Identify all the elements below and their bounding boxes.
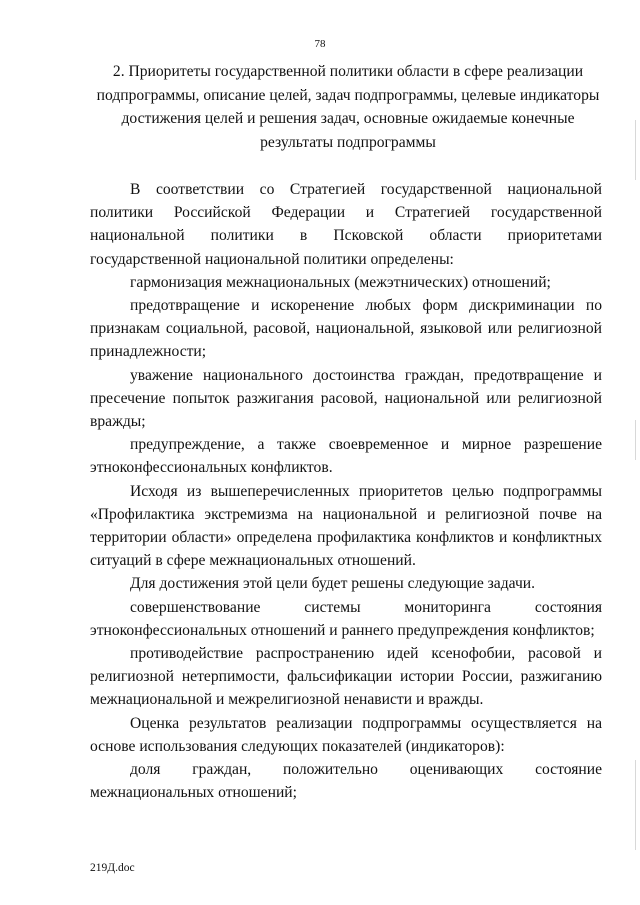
paragraph-goal: Исходя из вышеперечисленных приоритетов целью подпрограммы «Профилактика экстремизма на национальной и религиозной почве на территории области» определена профилактика конфликтов и конфликтных ситуаций в сфере межнациональных отношений. [90, 482, 602, 570]
paragraph-strategy-intro: В соответствии со Стратегией государственной национальной политики Российской Федерации и Стратегией государственной национальной политики в Псковской области приоритетами государственной национальной политики определены: [90, 181, 602, 268]
paragraph-indicator-share: доля граждан, положительно оценивающих состояние межнациональных отношений; [90, 761, 602, 802]
document-body [90, 178, 602, 804]
section-heading: 2. Приоритеты государственной политики области в сфере реализации подпрограммы, описание целей, задач подпрограммы, целевые индикаторы достижения целей и решения задач, основные ожидаемые конечные результаты подпрограммы [96, 63, 600, 151]
scan-margin-mark [635, 120, 636, 180]
page-number: 78 [314, 38, 326, 50]
scan-margin-mark [635, 420, 636, 460]
paragraph-indicators-intro: Оценка результатов реализации подпрограммы осуществляется на основе использования следующих показателей (индикаторов): [90, 714, 602, 755]
paragraph-tasks-intro: Для достижения этой цели будет решены следующие задачи. [130, 575, 536, 593]
paragraph-priority-conflicts: предупреждение, а также своевременное и мирное разрешение этноконфессиональных конфликтов. [90, 436, 602, 477]
paragraph-task-counteraction: противодействие распространению идей ксенофобии, расовой и религиозной нетерпимости, фальсификации истории России, разжиганию межнациональной и межрелигиозной ненависти и вражды. [90, 645, 602, 709]
paragraph-priority-discrimination: предотвращение и искоренение любых форм дискриминации по признакам социальной, расовой, национальной, языковой или религиозной принадлежности; [90, 297, 602, 361]
paragraph-task-monitoring: совершенствование системы мониторинга состояния этноконфессиональных отношений и раннего предупреждения конфликтов; [90, 598, 602, 639]
scan-margin-mark [635, 760, 636, 850]
paragraph-priority-harmonization: гармонизация межнациональных (межэтнических) отношений; [130, 273, 551, 291]
paragraph-priority-dignity: уважение национального достоинства граждан, предотвращение и пресечение попыток разжигания расовой, национальной или религиозной вражды; [90, 366, 602, 431]
footer-filename: 219Д.doc [90, 862, 135, 874]
